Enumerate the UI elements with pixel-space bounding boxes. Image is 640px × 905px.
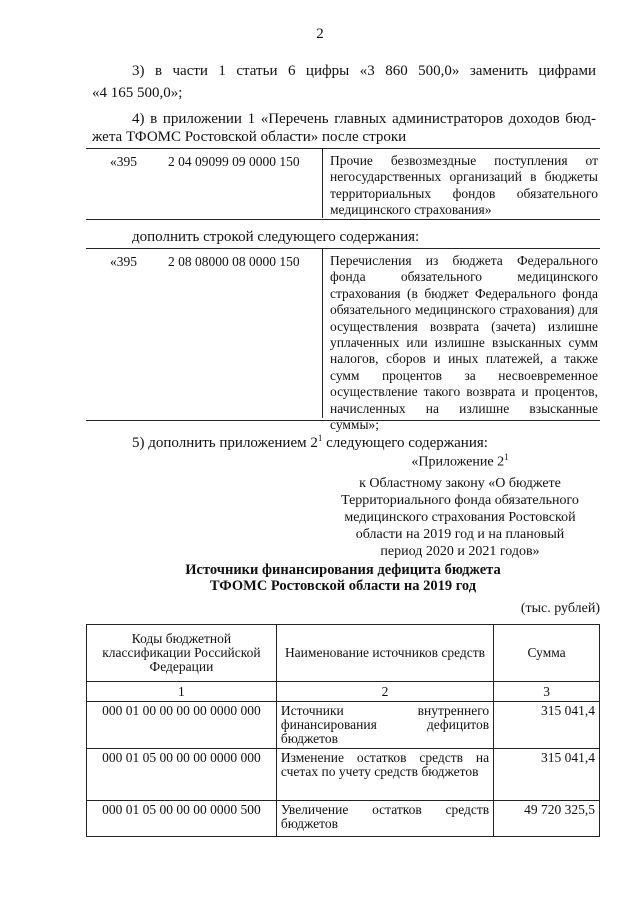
row-sum: 315 041,4 xyxy=(494,702,600,749)
row-new-top-border xyxy=(86,248,600,249)
appendix-line5: период 2020 и 2021 годов» xyxy=(380,543,540,559)
item5-text-before: 5) дополнить приложением 2 xyxy=(132,435,318,451)
item5-text-after: следующего содержания: xyxy=(322,435,488,451)
appendix-line3: медицинского страхования Ростовской xyxy=(344,509,576,525)
page-number: 2 xyxy=(316,26,324,42)
row-new-income-code: 2 08 08000 08 0000 150 xyxy=(168,254,300,269)
row-sum: 315 041,4 xyxy=(494,749,600,801)
item3-line2: «4 165 500,0»; xyxy=(92,85,183,101)
header-codes: Коды бюджетной классификации Российской Федерации xyxy=(87,625,277,682)
row-code: 000 01 00 00 00 00 0000 000 xyxy=(87,702,277,749)
document-title xyxy=(86,562,600,594)
title-line1: Источники финансирования дефицита бюджета xyxy=(185,562,501,578)
item4-line2: жета ТФОМС Ростовской области» после строки xyxy=(92,129,407,145)
row-new-admin-code: «395 xyxy=(110,254,137,269)
table-row xyxy=(87,749,600,801)
appendix-line4: области на 2019 год и на плановый xyxy=(355,526,565,542)
row-old-top-border xyxy=(86,148,600,149)
column-number-3: 3 xyxy=(494,682,600,702)
item3-line1: 3) в части 1 статьи 6 цифры «3 860 500,0» заменить цифрами xyxy=(132,63,596,79)
row-name: Увеличение остатков средств бюджетов xyxy=(276,801,493,837)
appendix-line2: Территориального фонда обязательного xyxy=(341,492,579,508)
row-code: 000 01 05 00 00 00 0000 000 xyxy=(87,749,277,801)
header-names: Наименование источников средств xyxy=(276,625,493,682)
appendix-label: «Приложение 2 xyxy=(411,454,505,470)
appendix-block xyxy=(320,449,600,560)
row-old-income-code: 2 04 09099 09 0000 150 xyxy=(168,154,300,169)
row-new-bottom-border xyxy=(86,420,600,421)
appendix-superscript: 1 xyxy=(504,452,509,462)
row-name: Изменение остатков средств на счетах по учету средств бюджетов xyxy=(276,749,493,801)
row-name: Источники внутреннего финансирования дефицитов бюджетов xyxy=(276,702,493,749)
row-old-bottom-border xyxy=(86,219,600,220)
row-sum: 49 720 325,5 xyxy=(494,801,600,837)
table-row xyxy=(87,801,600,837)
table-header-row xyxy=(87,625,600,682)
row-old-admin-code: «395 xyxy=(110,154,137,169)
supplement-text: дополнить строкой следующего содержания: xyxy=(132,229,420,245)
appendix-line1: к Областному закону «О бюджете xyxy=(359,475,561,491)
column-number-2: 2 xyxy=(276,682,493,702)
row-old-divider xyxy=(322,148,323,218)
row-code: 000 01 05 00 00 00 0000 500 xyxy=(87,801,277,837)
row-old-description: Прочие безвозмездные поступления от негосударственных организаций в бюджеты территориальных фондов обязательного медицинского страхования» xyxy=(330,153,598,218)
header-sum: Сумма xyxy=(494,625,600,682)
table-row xyxy=(87,702,600,749)
item4-line1: 4) в приложении 1 «Перечень главных администраторов доходов бюд- xyxy=(132,111,596,127)
units-label: (тыс. рублей) xyxy=(520,601,600,616)
item5-superscript: 1 xyxy=(317,433,323,443)
row-new-divider xyxy=(322,248,323,418)
title-line2: ТФОМС Ростовской области на 2019 год xyxy=(209,578,477,594)
table-column-numbers-row xyxy=(87,682,600,702)
sources-table xyxy=(86,624,600,837)
row-new-description: Перечисления из бюджета Федерального фонда обязательного медицинского страхования (в бюджет Федерального фонда обязательного медицинского страхования) для осуществления возврата (зачета) излишне уплаченных или излишне взысканных сумм налогов, сборов и иных платежей, а также сумм процентов за несвоевременное осуществление такого возврата и процентов, начисленных на излишне взысканные суммы»; xyxy=(330,253,598,433)
appendix-label-line xyxy=(320,449,600,471)
column-number-1: 1 xyxy=(87,682,277,702)
